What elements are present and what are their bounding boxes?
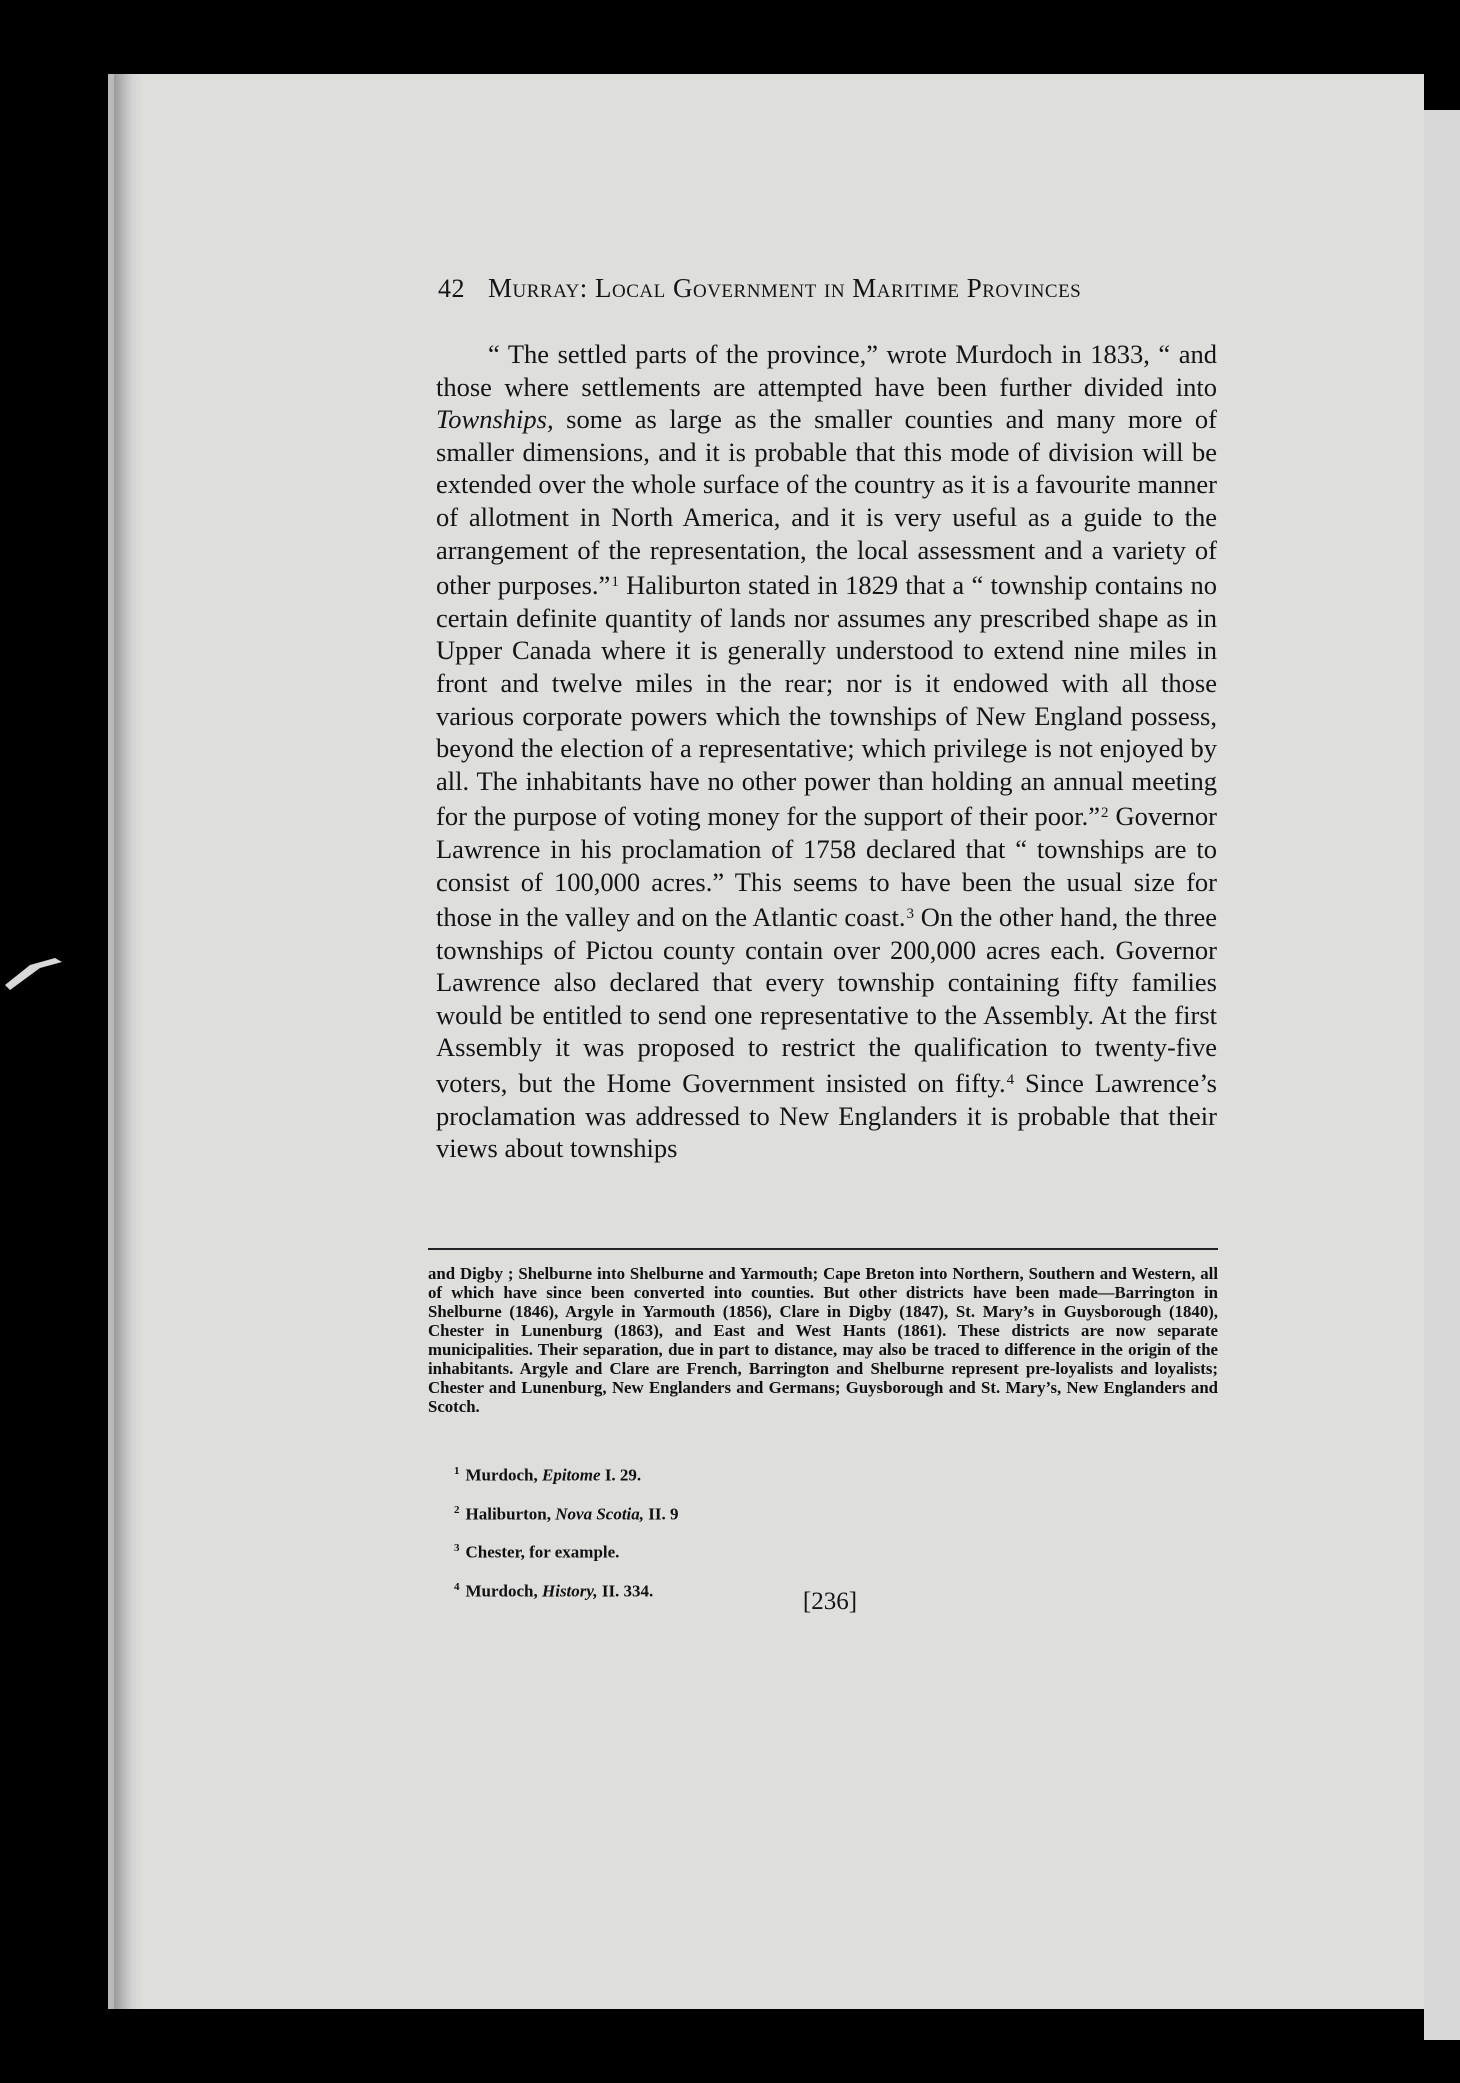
footnote-mark: 1 xyxy=(454,1465,460,1477)
page-number: 42 xyxy=(438,274,465,303)
continued-footnote: and Digby ; Shelburne into Shelburne and Yarmouth; Cape Breton into Northern, Southern and Western, all of which have since been converted into counties. But other districts have been made—Barrington in Shelburne (1846), Argyle in Yarmouth (1856), Clare in Digby (1847), St. Mary’s in Guysborough (1840), Chester in Lunenburg (1863), and East and West Hants (1861). These districts are now separate municipalities. Their separation, due in part to distance, may also be traced to difference in the origin of the inhabitants. Argyle and Clare are French, Barrington and Shelburne represent pre-loyalists and loyalists; Chester and Lunenburg, New Englanders and Germans; Guysborough and St. Mary’s, New Englanders and Scotch. xyxy=(428,1264,1218,1416)
book-page xyxy=(108,74,1424,2009)
margin-scan-mark xyxy=(0,940,70,1000)
footnote-list xyxy=(454,1454,1054,1609)
footnote-work: History, xyxy=(542,1581,598,1601)
footnote-locator: II. 9 xyxy=(644,1504,679,1524)
footnote-item xyxy=(454,1493,1054,1532)
page-gutter-shadow xyxy=(114,74,144,2009)
footnote-author: Haliburton, xyxy=(465,1504,556,1524)
footnote-locator: I. 29. xyxy=(600,1465,642,1485)
footnote-work: Nova Scotia, xyxy=(555,1504,645,1524)
footnote-mark: 2 xyxy=(454,1503,460,1516)
footnote-item xyxy=(454,1454,1054,1493)
body-text-run: Since Lawrence’s proclamation was addressed to New Englanders it is probable that their views about townships xyxy=(436,1068,1217,1164)
body-text-run: some as large as the smaller counties and many more of smaller dimensions, and it is probable that this mode of division will be extended over the whole surface of the country as it is a favourite manner of allotment in North America, and it is very useful as a guide to the arrangement of the representation, the local assessment and a variety of other purposes.” xyxy=(436,404,1217,601)
footnote-ref: 1 xyxy=(611,574,619,591)
footnote-mark: 3 xyxy=(454,1542,460,1555)
footnote-author: Chester, for example. xyxy=(465,1542,620,1562)
body-paragraph xyxy=(436,338,1217,1165)
body-text-run: Governor Lawrence in his proclamation of 1758 declared that “ townships are to consist of 100,000 acres.” This seems to have been the usual size for those in the valley and on the Atlantic coast. xyxy=(436,801,1217,933)
footnote-ref: 3 xyxy=(906,906,915,923)
body-text-run: “ The settled parts of the province,” wrote Murdoch in 1833, “ and those where settlements are attempted have been further divided into xyxy=(436,339,1217,402)
footnote-author: Murdoch, xyxy=(465,1581,542,1601)
body-italic-run: Townships, xyxy=(436,404,554,435)
body-text-run: Haliburton stated in 1829 that a “ township contains no certain definite quantity of lands nor assumes any prescribed shape as in Upper Canada where it is generally understood to extend nine miles in front and twelve miles in the rear; nor is it endowed with all those various corporate powers which the townships of New England possess, beyond the election of a representative; which privilege is not enjoyed by all. The inhabitants have no other power than holding an annual meeting for the purpose of voting money for the support of their poor.” xyxy=(436,570,1217,832)
footnote-mark: 4 xyxy=(454,1580,460,1593)
body-text-run: On the other hand, the three townships of Pictou county contain over 200,000 acres each. Governor Lawrence also declared that every township containing fifty families would be entitled to send one representative to the Assembly. At the first Assembly it was proposed to restrict the qualification to twenty-five voters, but the Home Government insisted on fifty. xyxy=(436,902,1217,1099)
footnote-work: Epitome xyxy=(542,1465,601,1485)
footnote-ref: 2 xyxy=(1101,805,1109,822)
footnote-item xyxy=(454,1570,1054,1609)
running-title: Murray: Local Government in Maritime Provinces xyxy=(488,273,1082,303)
folio-number: [236] xyxy=(802,1588,858,1615)
footnote-author: Murdoch, xyxy=(465,1465,542,1485)
footnote-locator: II. 334. xyxy=(597,1581,654,1601)
footnote-ref: 4 xyxy=(1006,1072,1015,1089)
running-header xyxy=(438,273,1210,304)
footnote-item xyxy=(454,1531,1054,1570)
adjacent-page-edge xyxy=(1424,110,1460,2040)
footnote-rule xyxy=(428,1248,1218,1250)
